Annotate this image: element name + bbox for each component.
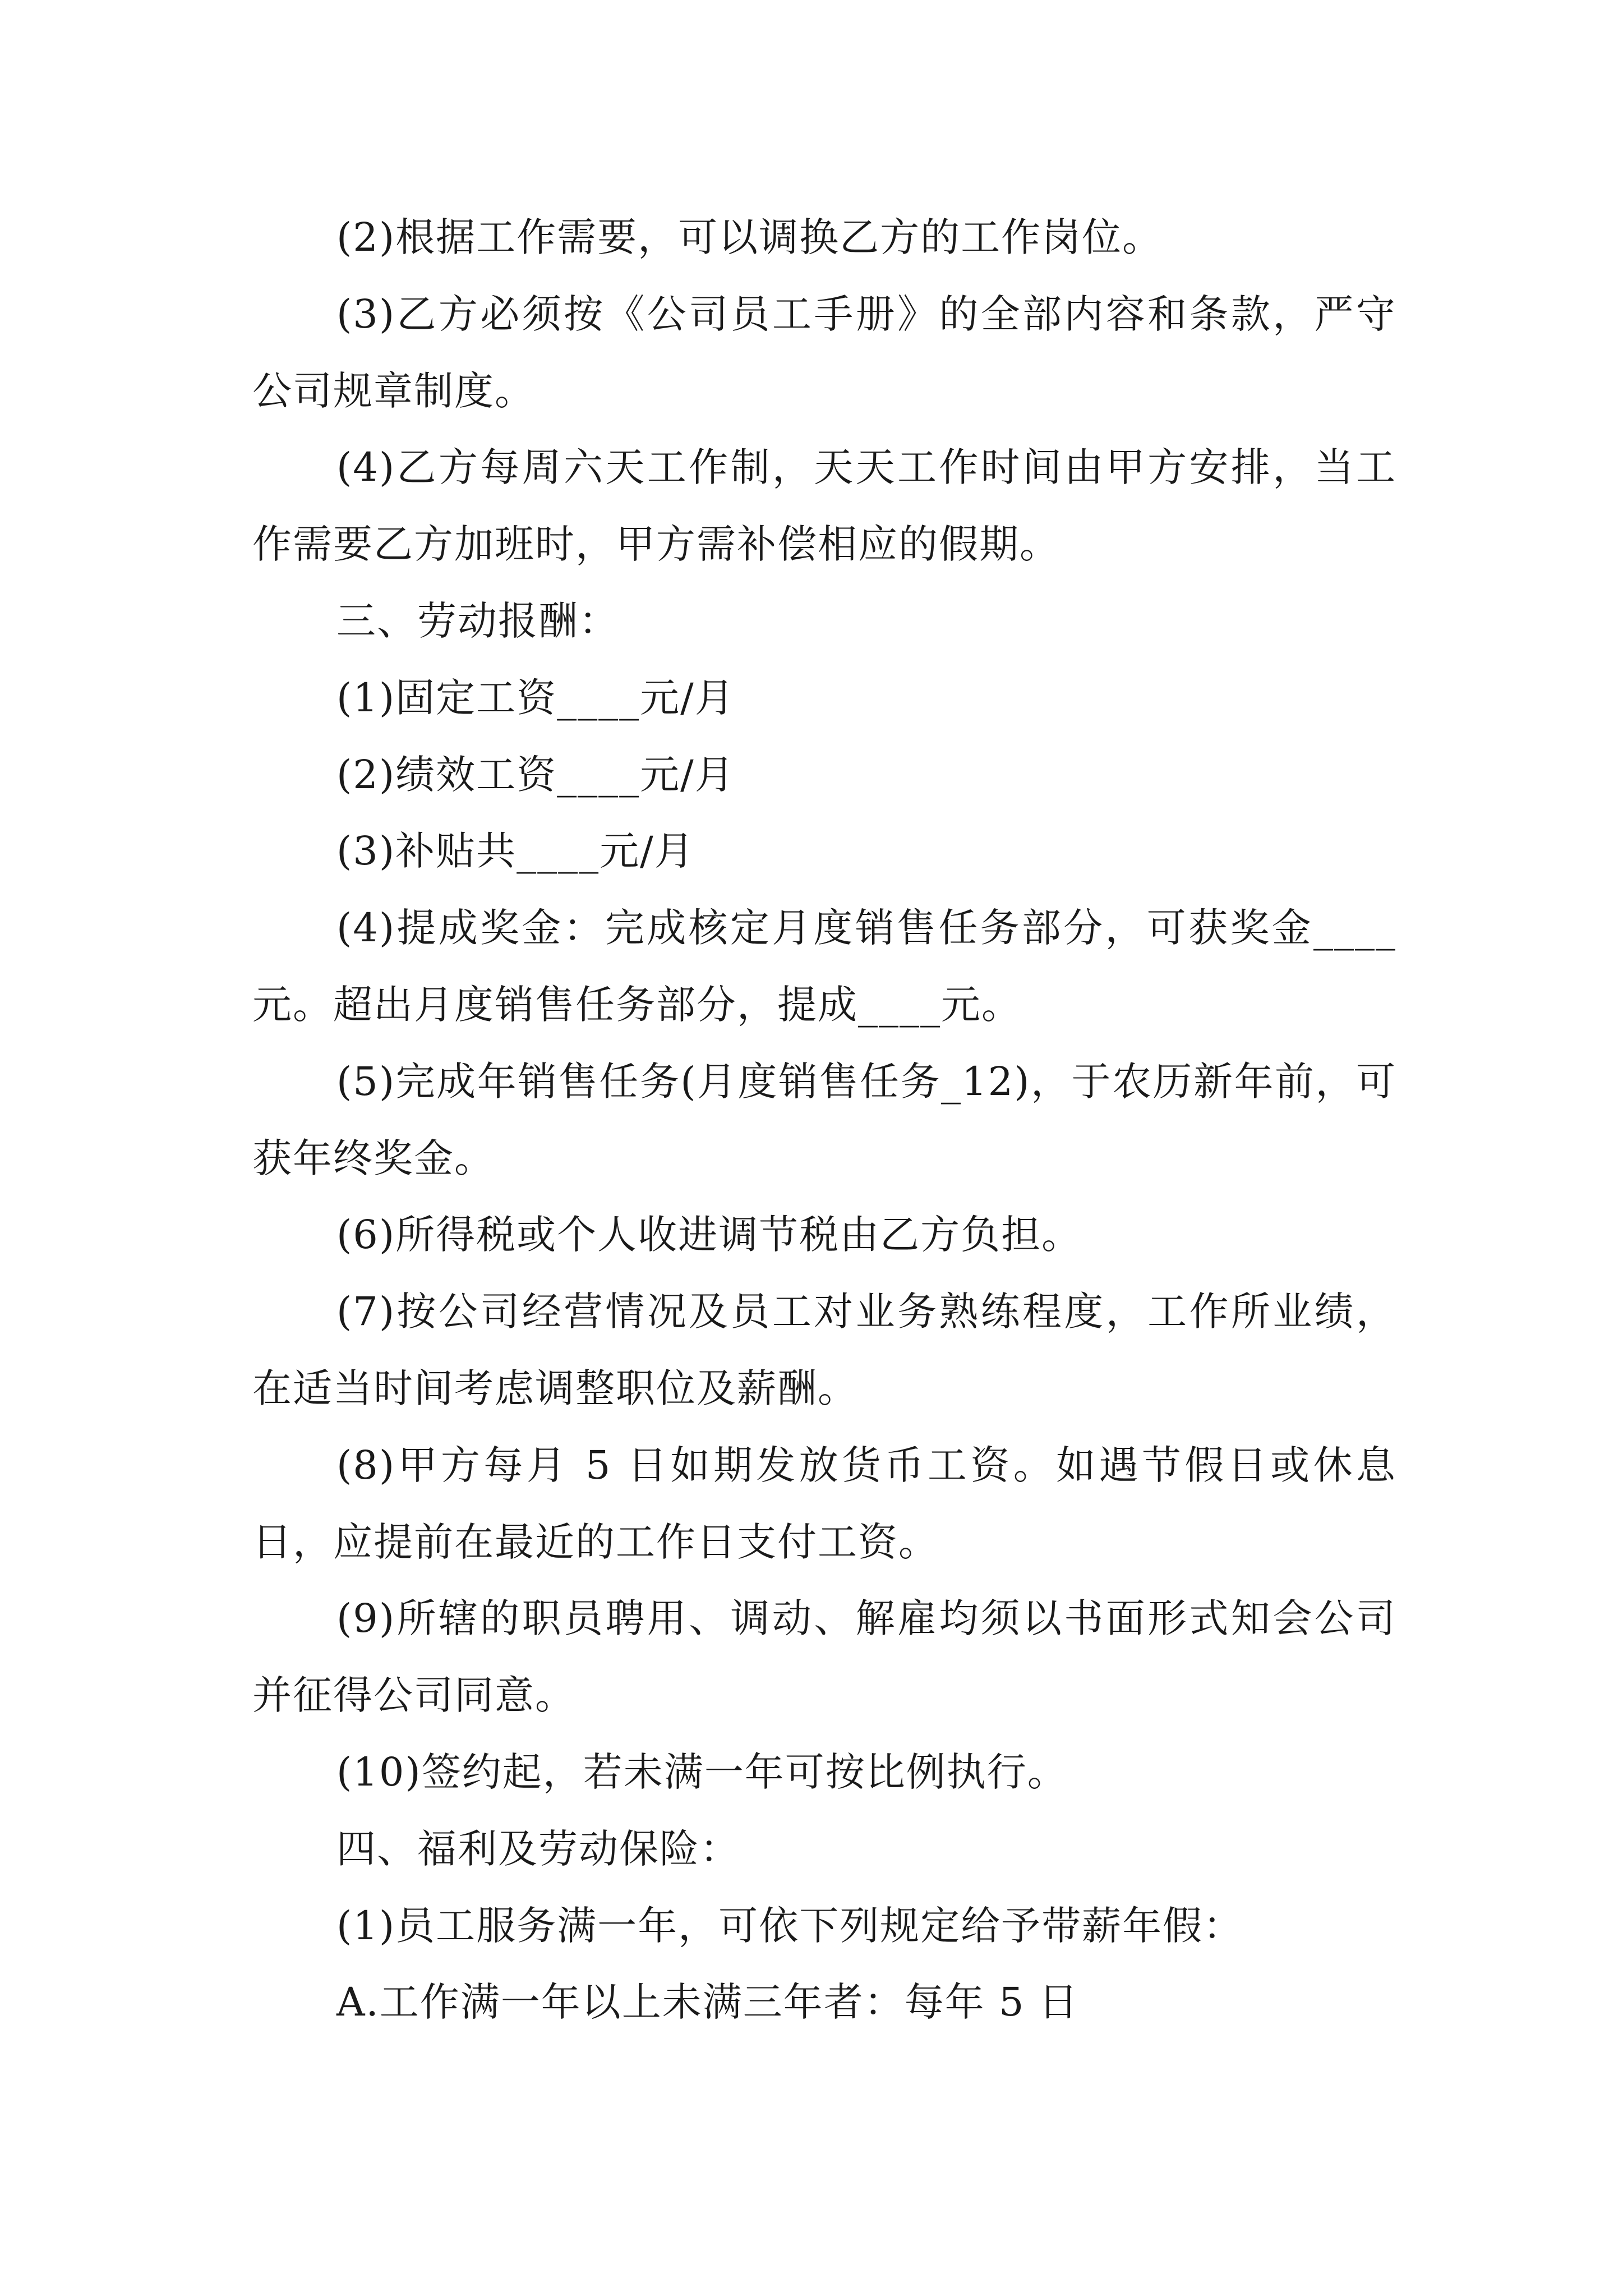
paragraph-clause-3-8: (8)甲方每月 5 日如期发放货币工资。如遇节假日或休息日，应提前在最近的工作日支付工资。 — [252, 1442, 1396, 1565]
paragraph-clause-3-1: (1)固定工资____元/月 — [336, 674, 735, 721]
paragraph-clause-3-9: (9)所辖的职员聘用、调动、解雇均须以书面形式知会公司并征得公司同意。 — [252, 1595, 1396, 1719]
paragraph-clause-3-2: (2)绩效工资____元/月 — [336, 751, 735, 798]
paragraph-clause-3-5: (5)完成年销售任务(月度销售任务_12)，于农历新年前，可获年终奖金。 — [252, 1058, 1396, 1181]
section-heading-remuneration: 三、劳动报酬： — [336, 597, 619, 644]
paragraph-clause-3-3: (3)补贴共____元/月 — [336, 828, 695, 875]
paragraph-clause-2-3: (3)乙方必须按《公司员工手册》的全部内容和条款，严守公司规章制度。 — [252, 291, 1396, 414]
paragraph-clause-3-7: (7)按公司经营情况及员工对业务熟练程度，工作所业绩，在适当时间考虑调整职位及薪酬。 — [252, 1289, 1396, 1411]
paragraph-clause-2-4: (4)乙方每周六天工作制，天天工作时间由甲方安排，当工作需要乙方加班时，甲方需补偿相应的假期。 — [252, 444, 1396, 568]
paragraph-clause-4-1: (1)员工服务满一年，可依下列规定给予带薪年假： — [336, 1902, 1244, 1949]
contract-body — [252, 199, 1396, 2041]
paragraph-clause-3-4: (4)提成奖金：完成核定月度销售任务部分，可获奖金____元。超出月度销售任务部分，提成____元。 — [252, 905, 1396, 1028]
paragraph-clause-2-2: (2)根据工作需要，可以调换乙方的工作岗位。 — [336, 214, 1163, 260]
paragraph-clause-4-1-a: A.工作满一年以上未满三年者：每年 5 日 — [336, 1979, 1079, 2026]
paragraph-clause-3-6: (6)所得税或个人收进调节税由乙方负担。 — [336, 1212, 1082, 1258]
section-heading-welfare: 四、福利及劳动保险： — [336, 1825, 740, 1872]
paragraph-clause-3-10: (10)签约起，若未满一年可按比例执行。 — [336, 1749, 1068, 1795]
